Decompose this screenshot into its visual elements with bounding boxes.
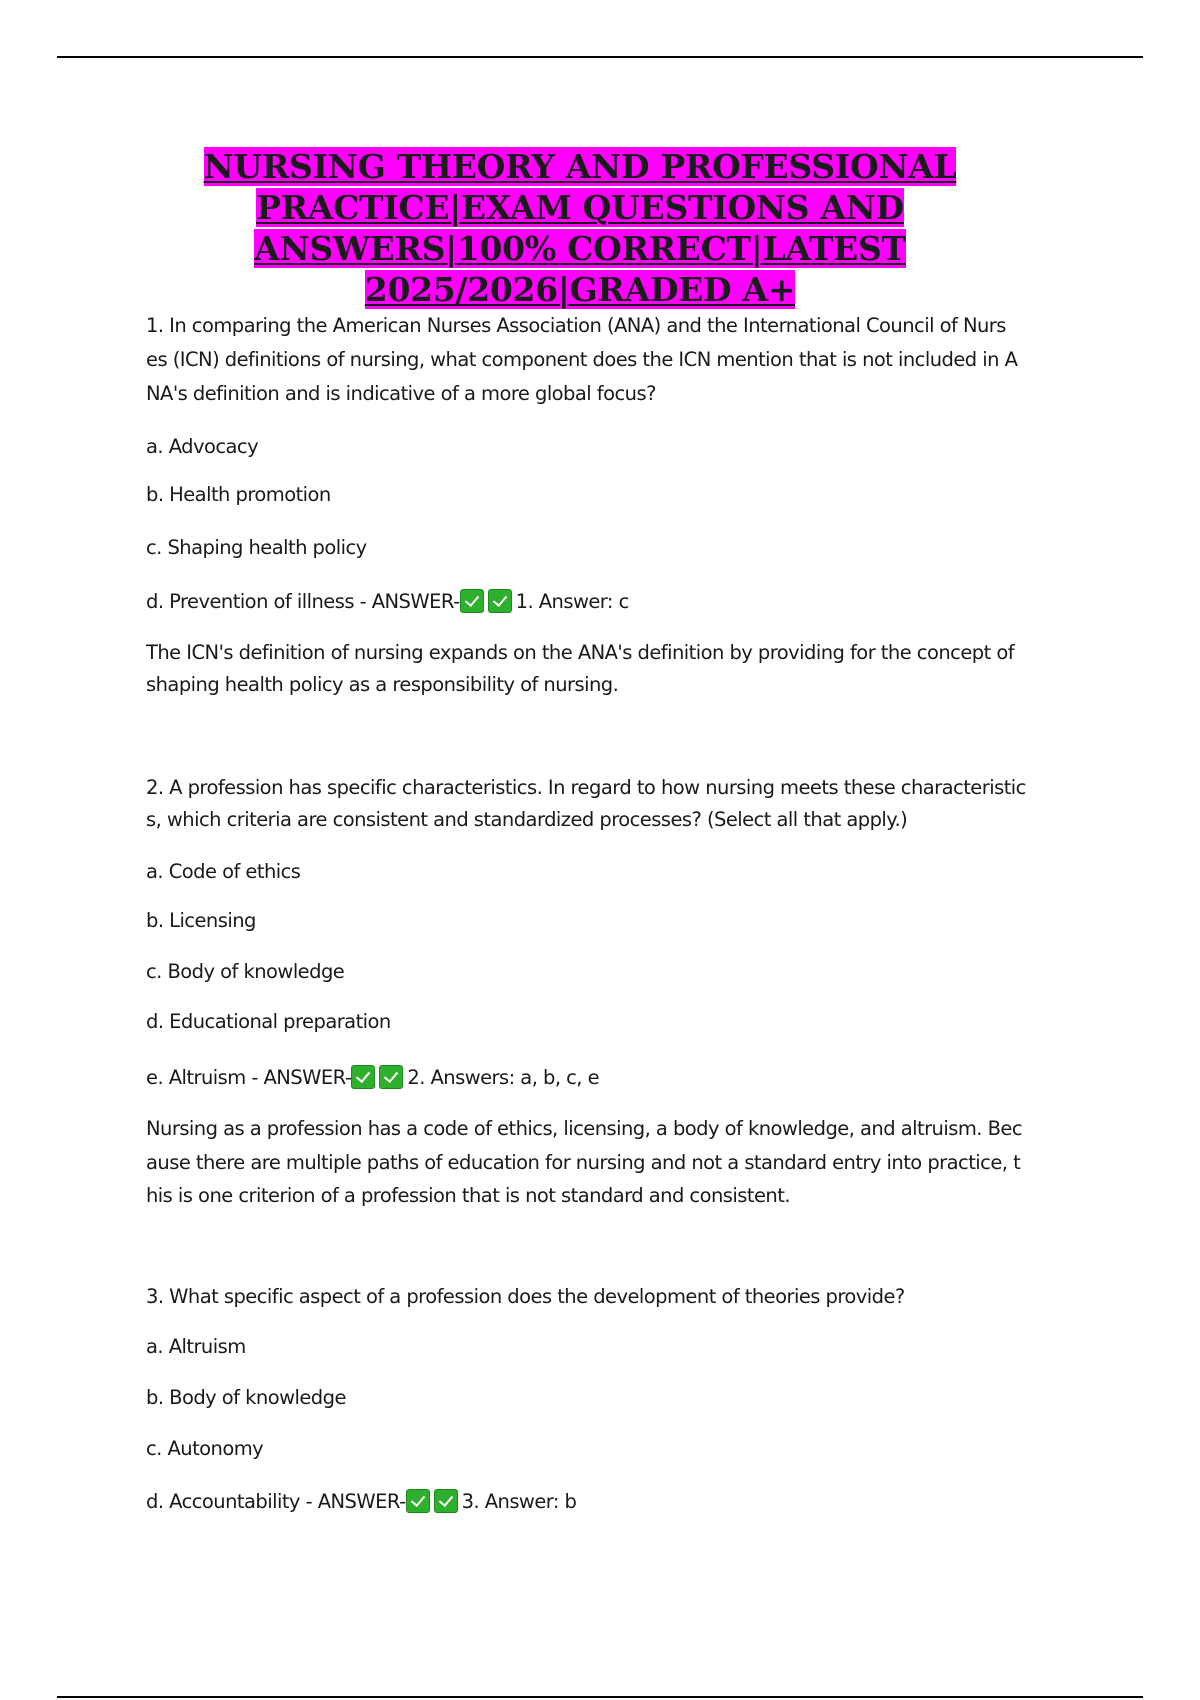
question-1-rationale-line-1: The ICN's definition of nursing expands on the ANA's definition by providing for the concept of <box>146 641 1015 664</box>
question-2-rationale-line-1: Nursing as a profession has a code of ethics, licensing, a body of knowledge, and altruism. Bec <box>146 1117 1023 1140</box>
check-mark-icon <box>434 1489 458 1513</box>
question-1-stem-line-3: NA's definition and is indicative of a more global focus? <box>146 382 656 405</box>
question-2-rationale-line-2: ause there are multiple paths of education for nursing and not a standard entry into practice, t <box>146 1151 1021 1174</box>
question-2-option-c: c. Body of knowledge <box>146 960 345 983</box>
question-2-stem-line-1: 2. A profession has specific characteristics. In regard to how nursing meets these characteristic <box>146 776 1026 799</box>
question-1-stem-line-1: 1. In comparing the American Nurses Association (ANA) and the International Council of Nurs <box>146 314 1006 337</box>
check-mark-icon <box>406 1489 430 1513</box>
question-1-option-d <box>146 585 1066 619</box>
question-3-option-b: b. Body of knowledge <box>146 1386 346 1409</box>
question-2-option-a: a. Code of ethics <box>146 860 301 883</box>
question-3-option-c: c. Autonomy <box>146 1437 264 1460</box>
question-1-option-b: b. Health promotion <box>146 483 331 506</box>
top-rule <box>57 56 1143 58</box>
question-1-rationale-line-2: shaping health policy as a responsibility of nursing. <box>146 673 619 696</box>
check-mark-icon <box>488 589 512 613</box>
question-2-option-d: d. Educational preparation <box>146 1010 391 1033</box>
question-3-option-d <box>146 1485 1066 1519</box>
question-2-answer: 2. Answers: a, b, c, e <box>407 1066 600 1089</box>
question-3-last-option: d. Accountability - ANSWER- <box>146 1490 406 1513</box>
question-3-option-a: a. Altruism <box>146 1335 246 1358</box>
document-title-block <box>180 146 980 310</box>
question-1-stem-line-2: es (ICN) definitions of nursing, what component does the ICN mention that is not included in A <box>146 348 1018 371</box>
document-title: NURSING THEORY AND PROFESSIONAL PRACTICE|EXAM QUESTIONS AND ANSWERS|100% CORRECT|LATEST 2025/2026|GRADED A+ <box>203 147 957 309</box>
check-mark-icon <box>460 589 484 613</box>
check-mark-icon <box>379 1065 403 1089</box>
check-mark-icon <box>351 1065 375 1089</box>
question-2-option-b: b. Licensing <box>146 909 256 932</box>
question-3-stem-line-1: 3. What specific aspect of a profession does the development of theories provide? <box>146 1285 905 1308</box>
question-1-option-a: a. Advocacy <box>146 435 259 458</box>
question-2-last-option: e. Altruism - ANSWER- <box>146 1066 352 1089</box>
question-2-stem-line-2: s, which criteria are consistent and standardized processes? (Select all that apply.) <box>146 808 908 831</box>
question-1-answer: 1. Answer: c <box>515 590 629 613</box>
question-1-option-c: c. Shaping health policy <box>146 536 367 559</box>
question-2-option-e <box>146 1061 1066 1095</box>
question-3-answer: 3. Answer: b <box>461 1490 577 1513</box>
question-2-rationale-line-3: his is one criterion of a profession that is not standard and consistent. <box>146 1184 790 1207</box>
question-1-last-option: d. Prevention of illness - ANSWER- <box>146 590 460 613</box>
bottom-rule <box>57 1696 1143 1698</box>
